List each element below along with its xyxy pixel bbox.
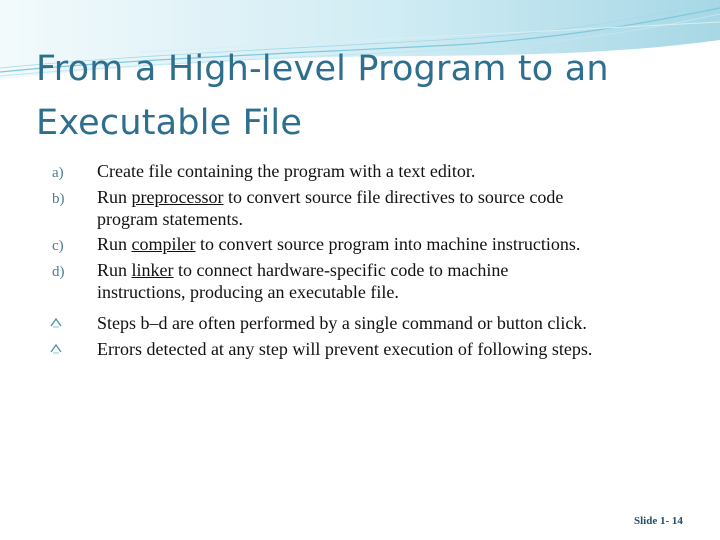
step-a-marker: a) bbox=[52, 165, 64, 181]
step-c-text: Run compiler to convert source program into machine instructions. bbox=[97, 234, 581, 254]
compiler-term: compiler bbox=[131, 234, 196, 254]
slide-number: Slide 1- 14 bbox=[634, 515, 683, 527]
step-b-line-2: program statements. bbox=[97, 209, 243, 229]
step-d-marker: d) bbox=[52, 264, 65, 280]
slide-title bbox=[36, 42, 676, 150]
step-c-marker: c) bbox=[52, 238, 64, 254]
bullet-icon bbox=[50, 343, 62, 355]
step-d-text bbox=[97, 259, 707, 303]
step-b-text bbox=[97, 186, 707, 230]
step-d-line-1: Run linker to connect hardware-specific code to machine bbox=[97, 260, 509, 280]
title-line-2: Executable File bbox=[36, 103, 303, 143]
preprocessor-term: preprocessor bbox=[131, 187, 224, 207]
step-d-line-2: instructions, producing an executable file. bbox=[97, 282, 399, 302]
step-a-text: Create file containing the program with a text editor. bbox=[97, 161, 476, 181]
note-2-text: Errors detected at any step will prevent execution of following steps. bbox=[97, 339, 593, 359]
title-line-1: From a High-level Program to an bbox=[36, 49, 609, 89]
step-b-line-1: Run preprocessor to convert source file directives to source code bbox=[97, 187, 564, 207]
bullet-icon bbox=[50, 317, 62, 329]
step-b-marker: b) bbox=[52, 191, 65, 207]
linker-term: linker bbox=[131, 260, 174, 280]
note-1-text: Steps b–d are often performed by a single command or button click. bbox=[97, 313, 587, 333]
